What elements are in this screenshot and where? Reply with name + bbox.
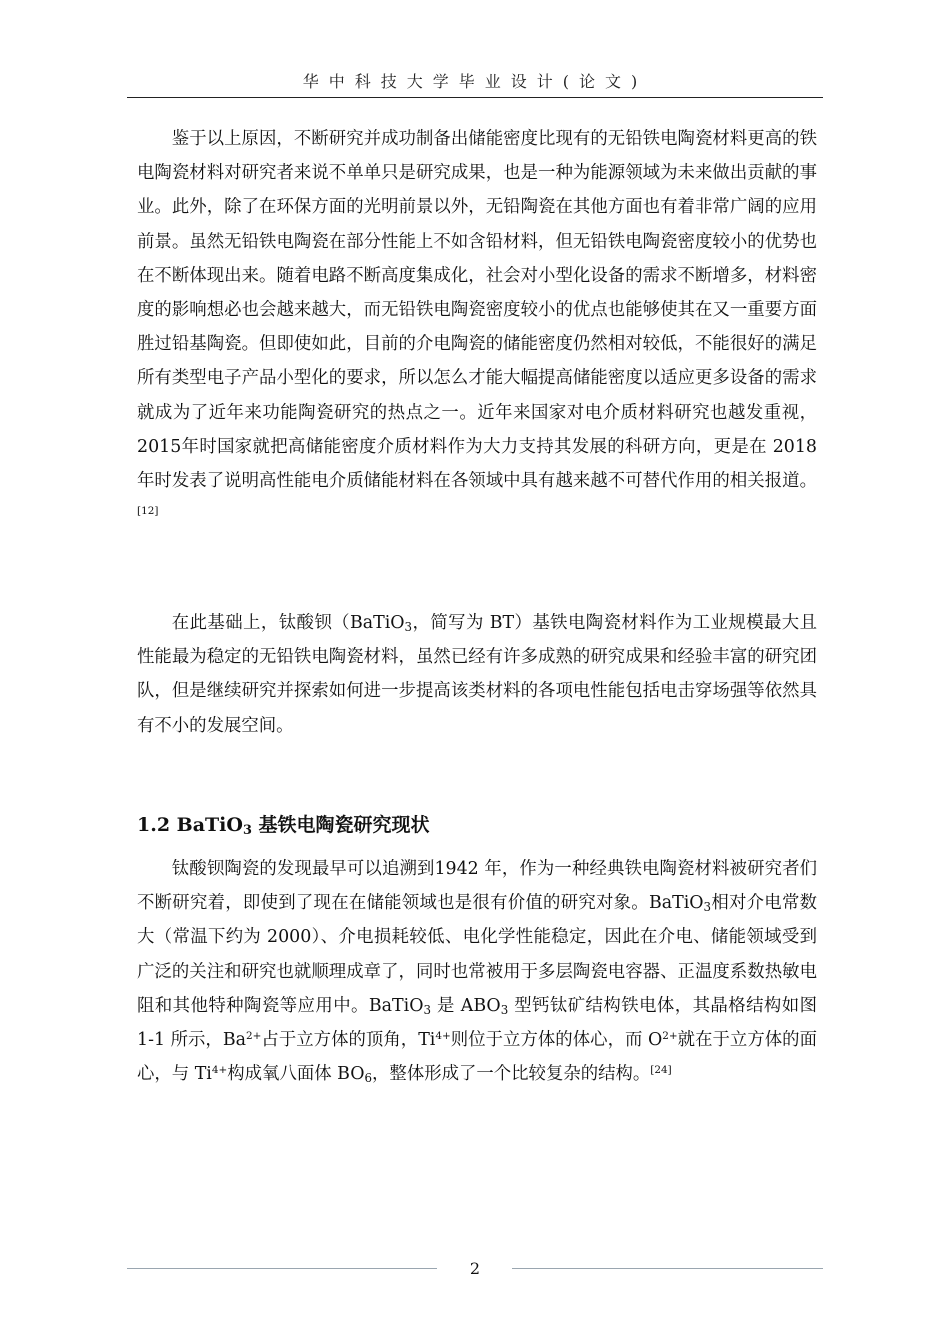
paragraph-3-text-7: 就在于立方体的面心，与 Ti bbox=[137, 1030, 817, 1085]
subscript-6: 6 bbox=[364, 1071, 373, 1086]
superscript-ba: 2+ bbox=[245, 1029, 262, 1042]
subscript-c: 3 bbox=[500, 1002, 509, 1017]
header-rule bbox=[127, 97, 823, 98]
paragraph-1 bbox=[137, 122, 817, 532]
subscript-a: 3 bbox=[703, 900, 712, 915]
paragraph-3-text-9: ，整体形成了一个比较复杂的结构。 bbox=[372, 1064, 651, 1085]
subscript-b: 3 bbox=[423, 1002, 431, 1017]
page-number: 2 bbox=[469, 1259, 481, 1278]
section-heading-text-a: 1.2 BaTiO bbox=[137, 814, 243, 836]
section-heading-subscript: 3 bbox=[242, 823, 252, 839]
section-heading bbox=[137, 810, 430, 840]
paragraph-2-text-a: 在此基础上，钛酸钡（BaTiO bbox=[171, 613, 405, 633]
paragraph-2-text-b: ，简写为 BT）基铁电陶瓷材料作为工业规模最大且性能最为稳定的无铅铁电陶瓷材料，虽然已经有许多成熟的研究成果和经验丰富的研究团队，但是继续研究并探索如何进一步提高该类材料的各项电性能包括电击穿场强等依然具有不小的发展空间。 bbox=[137, 613, 817, 736]
section-heading-text-b: 基铁电陶瓷研究现状 bbox=[251, 814, 430, 836]
paragraph-3-text-6: 则位于立方体的体心，而 O bbox=[450, 1030, 663, 1051]
paragraph-3-text-8: 构成氧八面体 BO bbox=[227, 1064, 365, 1085]
paragraph-3-text-1: 钛酸钡陶瓷的发现最早可以追溯到1942 年，作为一种经典铁电陶瓷材料被研究者们不断研究着，即使到了现在在储能领域也是很有价值的研究对象。BaTiO bbox=[137, 859, 817, 914]
superscript-ti-b: 4+ bbox=[211, 1063, 228, 1076]
citation-12: [12] bbox=[137, 504, 159, 517]
footer-rule-right bbox=[512, 1268, 823, 1269]
citation-24: [24] bbox=[650, 1063, 672, 1076]
subscript-3: 3 bbox=[404, 619, 413, 634]
paragraph-3-text-4: 型钙钛矿结构铁电体，其晶格结构如图 1-1 所示，Ba bbox=[137, 995, 817, 1051]
footer-rule-left bbox=[127, 1268, 437, 1269]
paragraph-1-text: 鉴于以上原因，不断研究并成功制备出储能密度比现有的无铅铁电陶瓷材料更高的铁电陶瓷材料对研究者来说不单单只是研究成果，也是一种为能源领域为未来做出贡献的事业。此外，除了在环保方面的光明前景以外，无铅陶瓷在其他方面也有着非常广阔的应用前景。虽然无铅铁电陶瓷在部分性能上不如含铅材料，但无铅铁电陶瓷密度较小的优势也在不断体现出来。随着电路不断高度集成化，社会对小型化设备的需求不断增多，材料密度的影响想必也会越来越大，而无铅铁电陶瓷密度较小的优点也能够使其在又一重要方面胜过铅基陶瓷。但即使如此，目前的介电陶瓷的储能密度仍然相对较低，不能很好的满足所有类型电子产品小型化的要求，所以怎么才能大幅提高储能密度以适应更多设备的需求就成为了近年来功能陶瓷研究的热点之一。近年来国家对电介质材料研究也越发重视， 2015年时国家就把高储能密度介质材料作为大力支持其发展的科研方向，更是在 2018年时发表了说明高性能电介质储能材料在各领域中具有越来越不可替代作用的相关报道。 bbox=[137, 129, 817, 492]
running-header: 华中科技大学毕业设计(论文) bbox=[302, 72, 648, 91]
superscript-ti-a: 4+ bbox=[435, 1029, 451, 1042]
paragraph-3-text-2: 相对介电常数大（常温下约为 2000）、介电损耗较低、电化学性能稳定，因此在介电、储能领域受到广泛的关注和研究也就顺理成章了，同时也常被用于多层陶瓷电容器、正温度系数热敏电阻和其他特种陶瓷等应用中。BaTiO bbox=[137, 893, 817, 1016]
paragraph-3-text-3: 是 ABO bbox=[430, 995, 501, 1016]
paragraph-2 bbox=[137, 606, 817, 743]
paragraph-3 bbox=[137, 852, 817, 1091]
paragraph-3-text-5: 占于立方体的顶角，Ti bbox=[261, 1030, 436, 1051]
superscript-o: 2+ bbox=[662, 1029, 678, 1042]
